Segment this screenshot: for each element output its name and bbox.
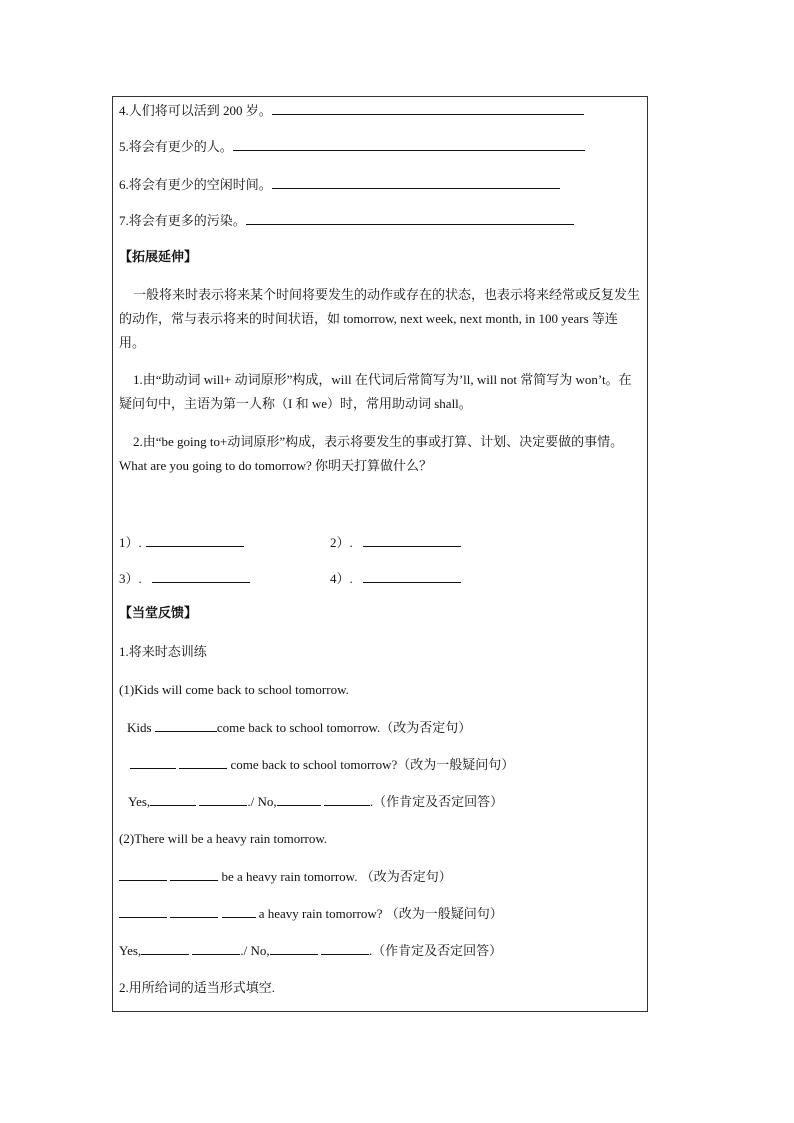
question-2-interrogative bbox=[119, 905, 503, 922]
item-7 bbox=[119, 212, 574, 229]
question-2-answers bbox=[119, 942, 502, 959]
blank-1 bbox=[119, 534, 244, 551]
answer-blank[interactable] bbox=[222, 905, 256, 918]
answer-blank[interactable] bbox=[146, 534, 244, 547]
item-4 bbox=[119, 102, 584, 119]
item-5-text: 5.将会有更少的人。 bbox=[119, 139, 233, 154]
answer-blank[interactable] bbox=[192, 942, 240, 955]
q1b-suffix: come back to school tomorrow?（改为一般疑问句） bbox=[230, 757, 515, 772]
extension-para-3: 2.由“be going to+动词原形”构成，表示将要发生的事或打算、计划、决定要做的事情。 What are you going to do tomorrow? 你明天打算做什么？ bbox=[119, 434, 624, 473]
answer-blank[interactable] bbox=[270, 942, 318, 955]
extension-para-2: 1.由“助动词 will+ 动词原形”构成，will 在代词后常简写为’ll, will not 常简写为 won’t。在疑问句中，主语为第一人称（I 和 we）时，常用助动词 shall。 bbox=[119, 372, 632, 411]
feedback-heading: 【当堂反馈】 bbox=[119, 606, 198, 621]
answer-blank[interactable] bbox=[155, 719, 217, 732]
q2c-suffix: .（作肯定及否定回答） bbox=[368, 943, 503, 958]
extension-heading: 【拓展延伸】 bbox=[119, 250, 198, 265]
extension-para-1: 一般将来时表示将来某个时间将要发生的动作或存在的状态，也表示将来经常或反复发生的动作，常与表示将来的时间状语，如 tomorrow, next week, next month, in 100 years 等连用。 bbox=[119, 287, 641, 350]
answer-blank[interactable] bbox=[199, 793, 247, 806]
blank-3-label: 3）. bbox=[119, 571, 142, 586]
blank-2-label: 2）. bbox=[330, 535, 353, 550]
answer-blank[interactable] bbox=[277, 793, 321, 806]
q1c-suffix: .（作肯定及否定回答） bbox=[369, 794, 504, 809]
q1a-prefix: Kids bbox=[127, 720, 152, 735]
blank-4 bbox=[330, 570, 461, 587]
q2b-suffix: a heavy rain tomorrow? （改为一般疑问句） bbox=[258, 906, 503, 921]
item-4-text: 4.人们将可以活到 200 岁。 bbox=[119, 103, 272, 118]
blank-3 bbox=[119, 570, 250, 587]
question-1: (1)Kids will come back to school tomorrow. bbox=[119, 682, 349, 697]
item-7-text: 7.将会有更多的污染。 bbox=[119, 213, 246, 228]
feedback-sub-2: 2.用所给词的适当形式填空. bbox=[119, 980, 276, 995]
answer-blank[interactable] bbox=[150, 793, 196, 806]
question-1-negative bbox=[127, 719, 471, 736]
answer-blank[interactable] bbox=[233, 138, 585, 151]
answer-blank[interactable] bbox=[170, 868, 218, 881]
q2a-suffix: be a heavy rain tomorrow. （改为否定句） bbox=[221, 869, 452, 884]
blank-1-label: 1）. bbox=[119, 535, 142, 550]
answer-blank[interactable] bbox=[321, 942, 369, 955]
question-2: (2)There will be a heavy rain tomorrow. bbox=[119, 831, 328, 846]
answer-blank[interactable] bbox=[119, 868, 167, 881]
answer-blank[interactable] bbox=[119, 905, 167, 918]
answer-blank[interactable] bbox=[363, 534, 461, 547]
q1a-suffix: come back to school tomorrow.（改为否定句） bbox=[216, 720, 472, 735]
feedback-sub-1: 1.将来时态训练 bbox=[119, 644, 207, 659]
blank-2 bbox=[330, 534, 461, 551]
answer-blank[interactable] bbox=[152, 570, 250, 583]
answer-blank[interactable] bbox=[141, 942, 189, 955]
item-6-text: 6.将会有更少的空闲时间。 bbox=[119, 177, 272, 192]
item-6 bbox=[119, 176, 560, 193]
q2c-middle: ./ No, bbox=[240, 943, 270, 958]
blank-4-label: 4）. bbox=[330, 571, 353, 586]
q2c-prefix: Yes, bbox=[119, 943, 142, 958]
answer-blank[interactable] bbox=[246, 212, 574, 225]
question-1-interrogative bbox=[130, 756, 514, 773]
answer-blank[interactable] bbox=[170, 905, 218, 918]
answer-blank[interactable] bbox=[272, 102, 584, 115]
answer-blank[interactable] bbox=[130, 756, 176, 769]
answer-blank[interactable] bbox=[363, 570, 461, 583]
q1c-middle: ./ No, bbox=[247, 794, 277, 809]
q1c-prefix: Yes, bbox=[128, 794, 151, 809]
item-5 bbox=[119, 138, 585, 155]
answer-blank[interactable] bbox=[179, 756, 227, 769]
answer-blank[interactable] bbox=[324, 793, 370, 806]
question-2-negative bbox=[119, 868, 452, 885]
answer-blank[interactable] bbox=[272, 176, 560, 189]
question-1-answers bbox=[128, 793, 503, 810]
